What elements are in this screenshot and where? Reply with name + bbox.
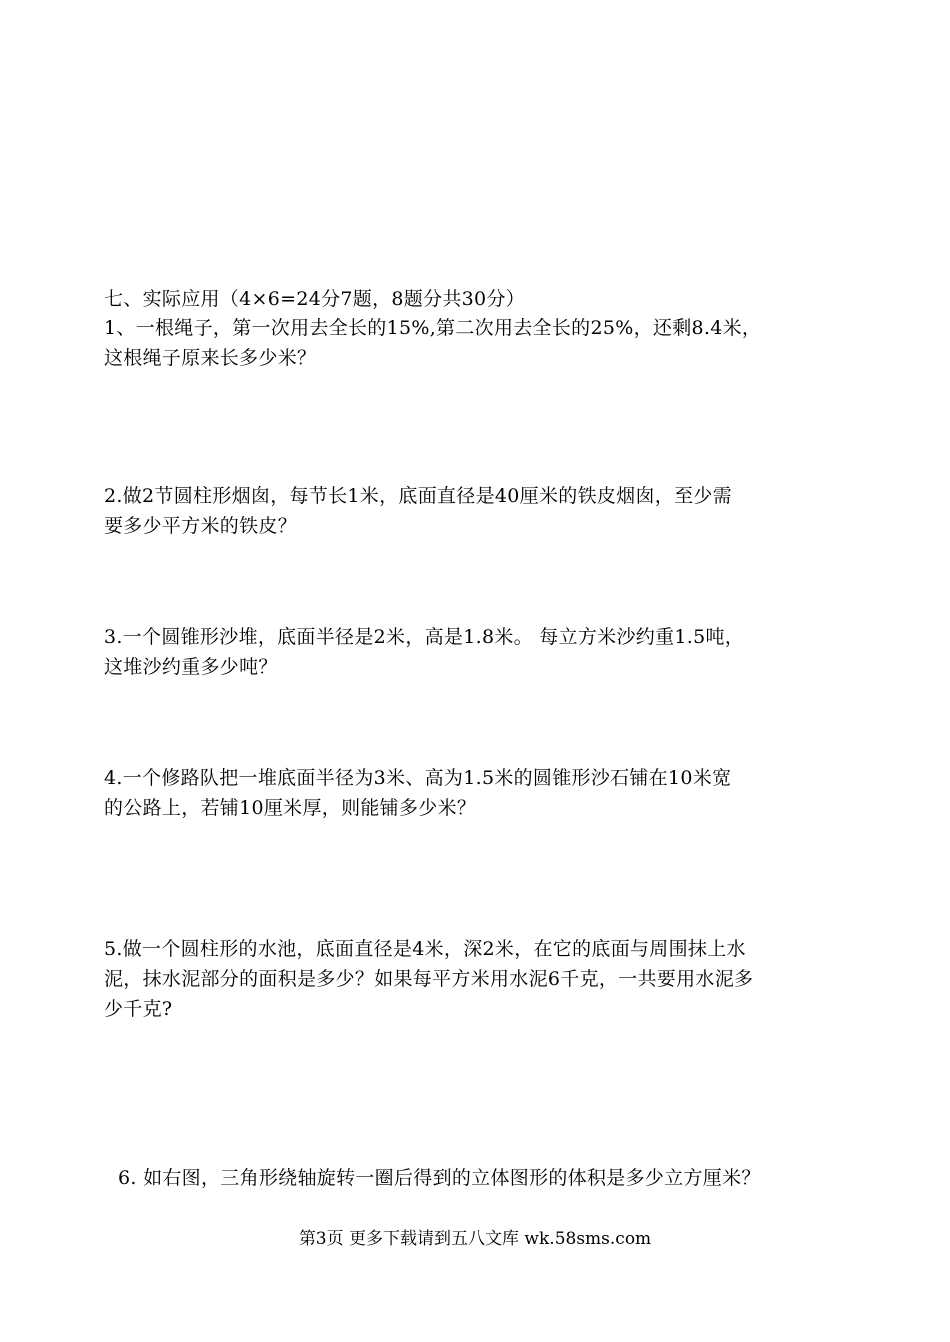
problem-4-line-2: 的公路上，若铺10厘米厚，则能铺多少米？	[104, 797, 477, 819]
problem-6-line-1: 6. 如右图，三角形绕轴旋转一圈后得到的立体图形的体积是多少立方厘米？	[118, 1167, 761, 1189]
problem-4-line-1: 4.一个修路队把一堆底面半径为3米、高为1.5米的圆锥形沙石铺在10米宽	[104, 767, 732, 789]
problem-3-line-1: 3.一个圆锥形沙堆，底面半径是2米，高是1.8米。 每立方米沙约重1.5吨，	[104, 626, 745, 648]
problem-2-line-2: 要多少平方米的铁皮？	[104, 515, 298, 537]
problem-1-line-1: 1、一根绳子，第一次用去全长的15%,第二次用去全长的25%，还剩8.4米，	[104, 317, 762, 339]
problem-1-line-2: 这根绳子原来长多少米？	[104, 347, 317, 369]
problem-5-line-2: 泥，抹水泥部分的面积是多少？如果每平方米用水泥6千克，一共要用水泥多	[104, 968, 754, 990]
problem-5-line-1: 5.做一个圆柱形的水池，底面直径是4米，深2米，在它的底面与周围抹上水	[104, 938, 746, 960]
section-title: 七、实际应用（4×6=24分7题，8题分共30分）	[104, 288, 526, 310]
page-footer: 第3页 更多下载请到五八文库 wk.58sms.com	[298, 1229, 652, 1249]
problem-2-line-1: 2.做2节圆柱形烟囱，每节长1米，底面直径是40厘米的铁皮烟囱，至少需	[104, 485, 732, 507]
problem-5-line-3: 少千克?	[104, 998, 173, 1020]
problem-3-line-2: 这堆沙约重多少吨？	[104, 656, 278, 678]
